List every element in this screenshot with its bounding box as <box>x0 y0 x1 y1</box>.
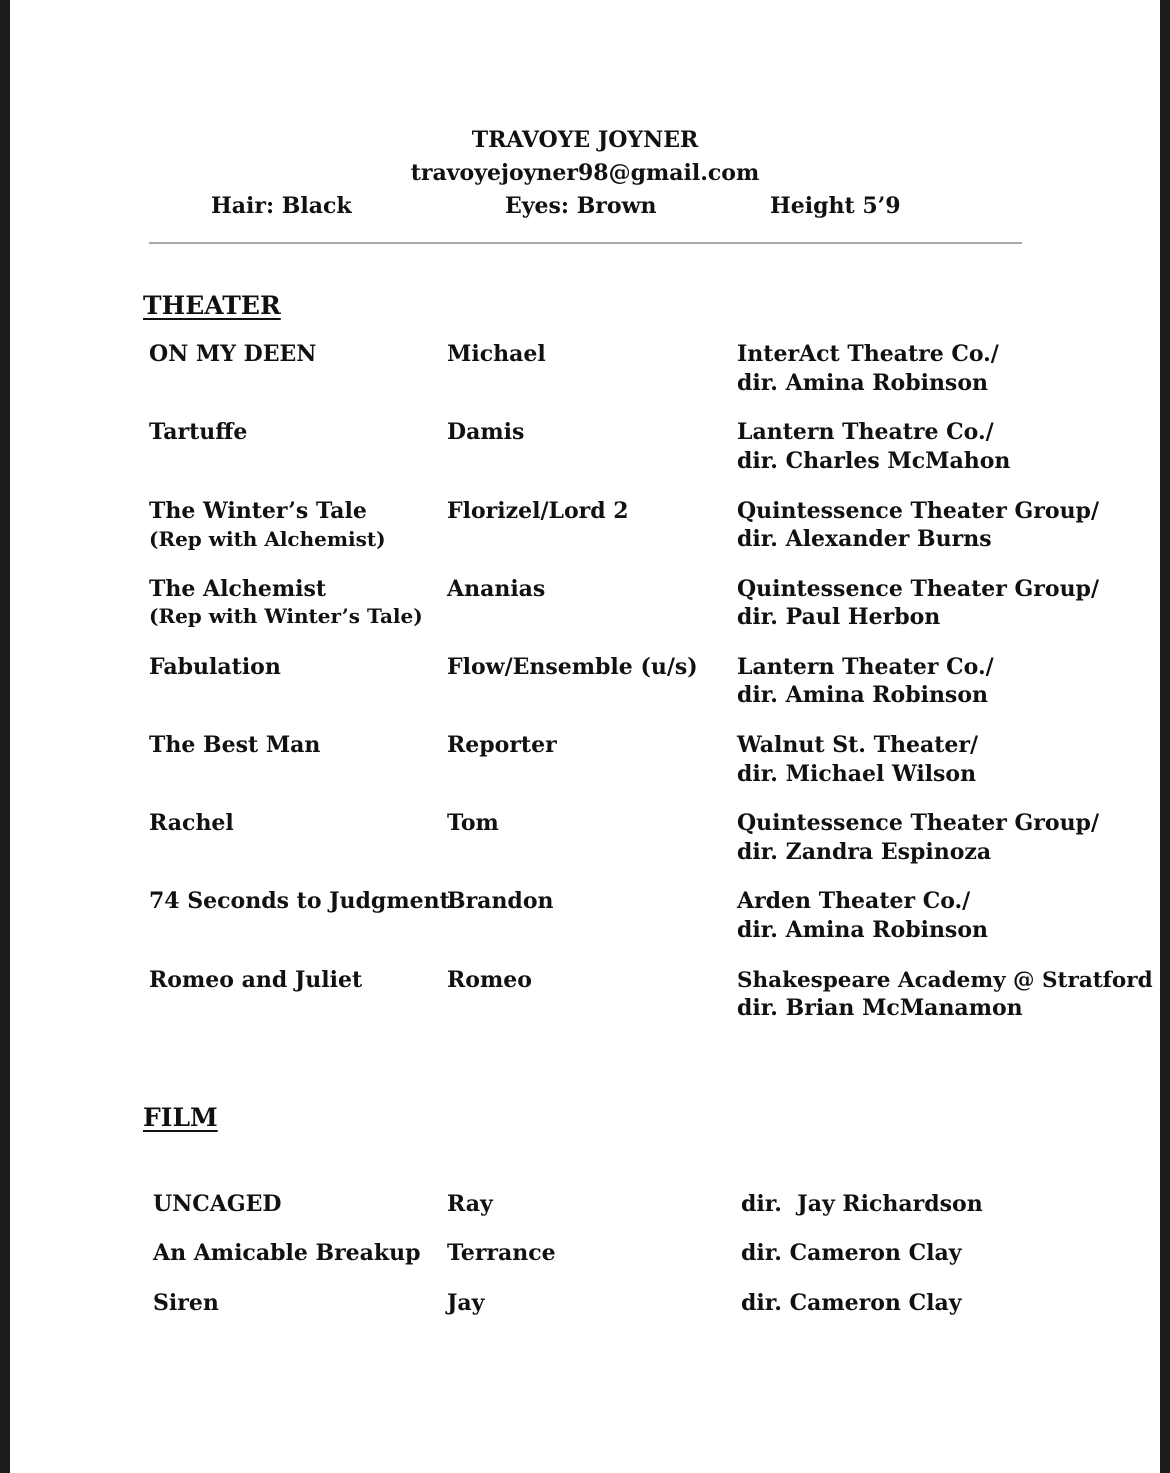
film-section-title: FILM <box>143 1103 218 1132</box>
theater-role: Romeo <box>447 967 532 993</box>
film-director: dir. Cameron Clay <box>741 1240 962 1266</box>
film-title: Siren <box>153 1290 219 1316</box>
film-role: Ray <box>447 1191 493 1217</box>
theater-show: Romeo and Juliet <box>149 967 363 993</box>
theater-director: dir. Paul Herbon <box>737 604 941 630</box>
theater-director: dir. Michael Wilson <box>737 761 977 787</box>
film-title: UNCAGED <box>153 1191 282 1217</box>
theater-role: Florizel/Lord 2 <box>447 498 629 524</box>
theater-role: Flow/Ensemble (u/s) <box>447 654 698 680</box>
film-director: dir. Cameron Clay <box>741 1290 962 1316</box>
theater-show-note: (Rep with Winter’s Tale) <box>149 604 423 628</box>
theater-company: Arden Theater Co./ <box>737 888 971 914</box>
header-divider <box>149 242 1022 244</box>
theater-company: InterAct Theatre Co./ <box>737 341 999 367</box>
theater-company: Walnut St. Theater/ <box>737 732 978 758</box>
theater-role: Michael <box>447 341 546 367</box>
actor-email: travoyejoyner98@gmail.com <box>410 160 760 186</box>
theater-show: ON MY DEEN <box>149 341 317 367</box>
theater-company: Lantern Theatre Co./ <box>737 419 994 445</box>
theater-director: dir. Brian McManamon <box>737 995 1023 1021</box>
theater-show: The Best Man <box>149 732 321 758</box>
theater-director: dir. Amina Robinson <box>737 917 988 943</box>
theater-show-note: (Rep with Alchemist) <box>149 527 386 551</box>
theater-company: Lantern Theater Co./ <box>737 654 994 680</box>
theater-role: Brandon <box>447 888 554 914</box>
theater-show: Rachel <box>149 810 234 836</box>
film-title: An Amicable Breakup <box>153 1240 421 1266</box>
eye-color: Eyes: Brown <box>505 193 657 219</box>
theater-role: Ananias <box>447 576 546 602</box>
theater-director: dir. Charles McMahon <box>737 448 1011 474</box>
theater-role: Damis <box>447 419 525 445</box>
theater-show: The Winter’s Tale <box>149 498 367 524</box>
theater-company: Quintessence Theater Group/ <box>737 576 1099 602</box>
theater-show: The Alchemist <box>149 576 327 602</box>
theater-director: dir. Alexander Burns <box>737 526 992 552</box>
theater-section-title: THEATER <box>143 291 281 320</box>
theater-director: dir. Zandra Espinoza <box>737 839 992 865</box>
film-role: Terrance <box>447 1240 556 1266</box>
theater-director: dir. Amina Robinson <box>737 682 988 708</box>
film-director: dir. Jay Richardson <box>741 1191 983 1217</box>
theater-company: Quintessence Theater Group/ <box>737 498 1099 524</box>
resume-page <box>10 0 1160 1473</box>
theater-company: Shakespeare Academy @ Stratford <box>737 968 1153 993</box>
theater-company: Quintessence Theater Group/ <box>737 810 1099 836</box>
theater-role: Tom <box>447 810 499 836</box>
theater-role: Reporter <box>447 732 557 758</box>
theater-show: Fabulation <box>149 654 281 680</box>
hair-color: Hair: Black <box>211 193 352 219</box>
actor-name: TRAVOYE JOYNER <box>471 127 699 153</box>
film-role: Jay <box>447 1290 485 1316</box>
theater-show: 74 Seconds to Judgment <box>149 888 450 914</box>
height: Height 5’9 <box>770 193 901 219</box>
theater-show: Tartuffe <box>149 419 248 445</box>
theater-director: dir. Amina Robinson <box>737 370 988 396</box>
